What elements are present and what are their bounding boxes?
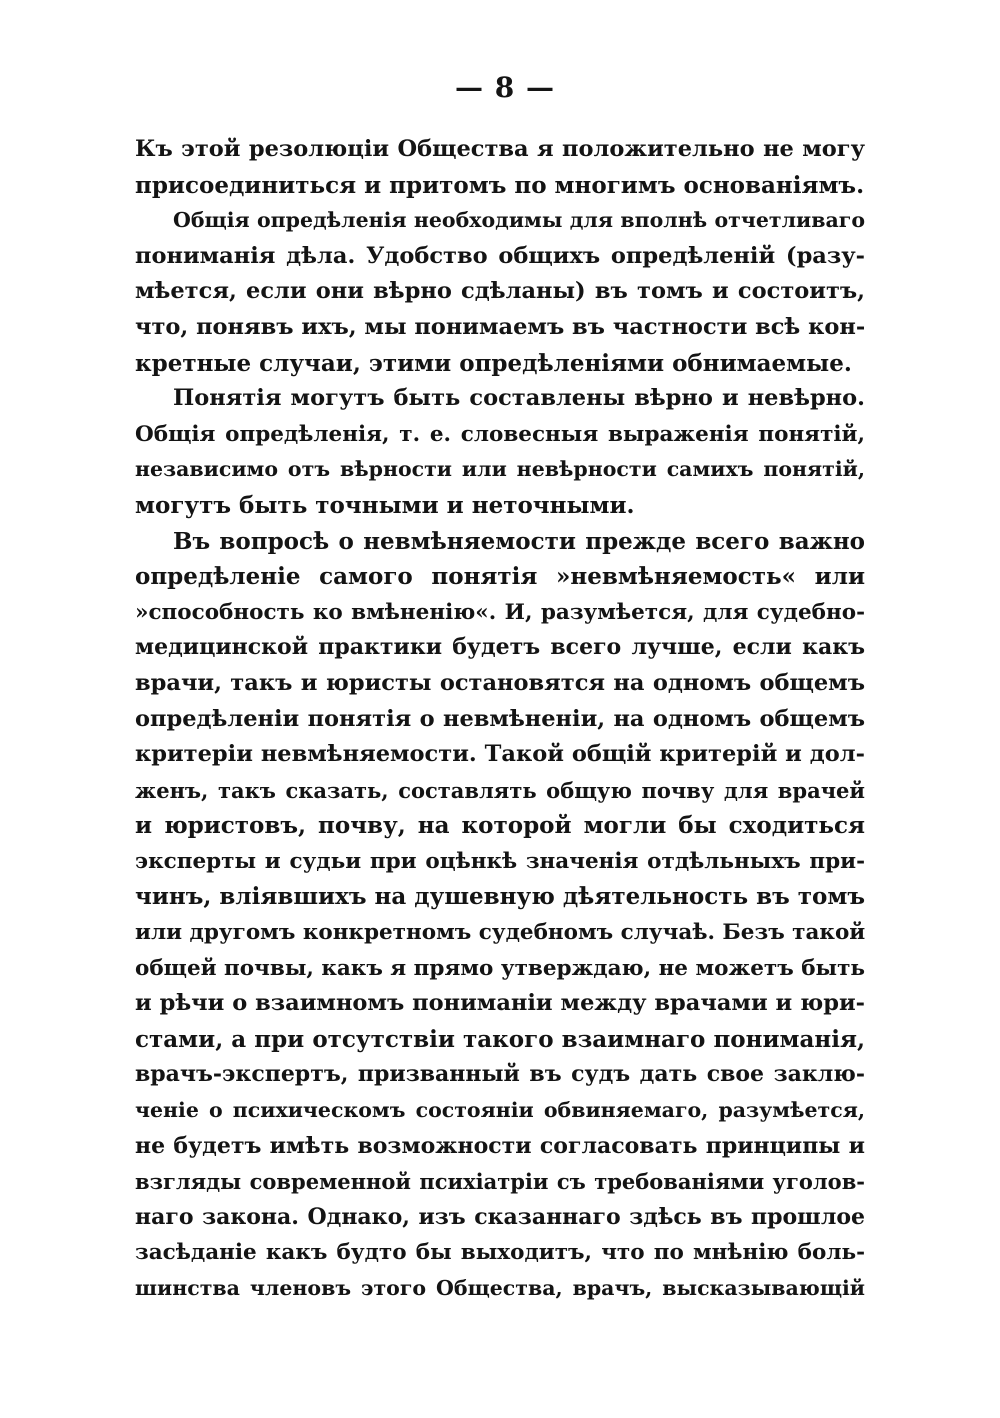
text-line: женъ, такъ сказать, составлять общую почву для врачей — [135, 777, 865, 803]
text-line: опредѣленіе самого понятія »невмѣняемость« или — [135, 563, 865, 591]
text-line: ченіе о психическомъ состояніи обвиняемаго, разумѣется, — [135, 1098, 865, 1123]
text-line: взгляды современной психіатріи съ требованіями уголов- — [135, 1169, 865, 1195]
text-line: стами, а при отсутствіи такого взаимнаго пониманія, — [135, 1025, 865, 1053]
text-line: что, понявъ ихъ, мы понимаемъ въ частности всѣ кон- — [135, 313, 865, 340]
text-line: или другомъ конкретномъ судебномъ случаѣ. Безъ такой — [135, 920, 865, 946]
text-line: и юристовъ, почву, на которой могли бы сходиться — [135, 812, 865, 840]
text-line: врачъ-экспертъ, призванный въ судъ дать свое заклю- — [135, 1061, 865, 1088]
text-line: не будетъ имѣть возможности согласовать принципы и — [135, 1132, 865, 1159]
text-line: шинства членовъ этого Общества, врачъ, высказывающій — [135, 1276, 865, 1300]
text-line: засѣданіе какъ будто бы выходитъ, что по мнѣнію боль- — [135, 1240, 865, 1266]
paragraph-start-line: Общія опредѣленія необходимы для вполнѣ отчетливаго — [173, 208, 865, 233]
paragraph-start-line: Въ вопросѣ о невмѣняемости прежде всего важно — [173, 527, 865, 555]
text-line: мѣется, если они вѣрно сдѣланы) въ томъ и состоитъ, — [135, 278, 865, 305]
text-line: и рѣчи о взаимномъ пониманіи между врачами и юри- — [135, 990, 865, 1017]
body-text — [135, 132, 865, 1307]
text-line: независимо отъ вѣрности или невѣрности самихъ понятій, — [135, 457, 865, 482]
text-line: чинъ, вліявшихъ на душевную дѣятельность въ томъ — [135, 883, 865, 911]
text-line: кретные случаи, этими опредѣленіями обнимаемые. — [135, 349, 852, 377]
text-line: врачи, такъ и юристы остановятся на одномъ общемъ — [135, 669, 865, 696]
text-line: медицинской практики будетъ всего лучше, если какъ — [135, 634, 865, 661]
text-line: »способность ко вмѣненію«. И, разумѣется, для судебно- — [135, 599, 865, 625]
text-line: присоединиться и притомъ по многимъ основаніямъ. — [135, 171, 865, 199]
text-line: эксперты и судьи при оцѣнкѣ значенія отдѣльныхъ при- — [135, 848, 865, 874]
text-line: могутъ быть точными и неточными. — [135, 491, 635, 519]
text-line: Общія опредѣленія, т. е. словесныя выраженія понятій, — [135, 421, 865, 447]
text-line: наго закона. Однако, изъ сказаннаго здѣсь въ прошлое — [135, 1203, 865, 1230]
text-line: Къ этой резолюціи Общества я положительно не могу — [135, 136, 865, 162]
text-line: общей почвы, какъ я прямо утверждаю, не можетъ быть — [135, 955, 865, 981]
text-line: опредѣленіи понятія о невмѣненіи, на одномъ общемъ — [135, 705, 865, 732]
text-line: пониманія дѣла. Удобство общихъ опредѣленій (разу- — [135, 242, 865, 269]
page-number: — 8 — — [455, 71, 555, 104]
text-line: критеріи невмѣняемости. Такой общій критерій и дол- — [135, 741, 865, 768]
paragraph-start-line: Понятія могутъ быть составлены вѣрно и невѣрно. — [173, 385, 865, 412]
